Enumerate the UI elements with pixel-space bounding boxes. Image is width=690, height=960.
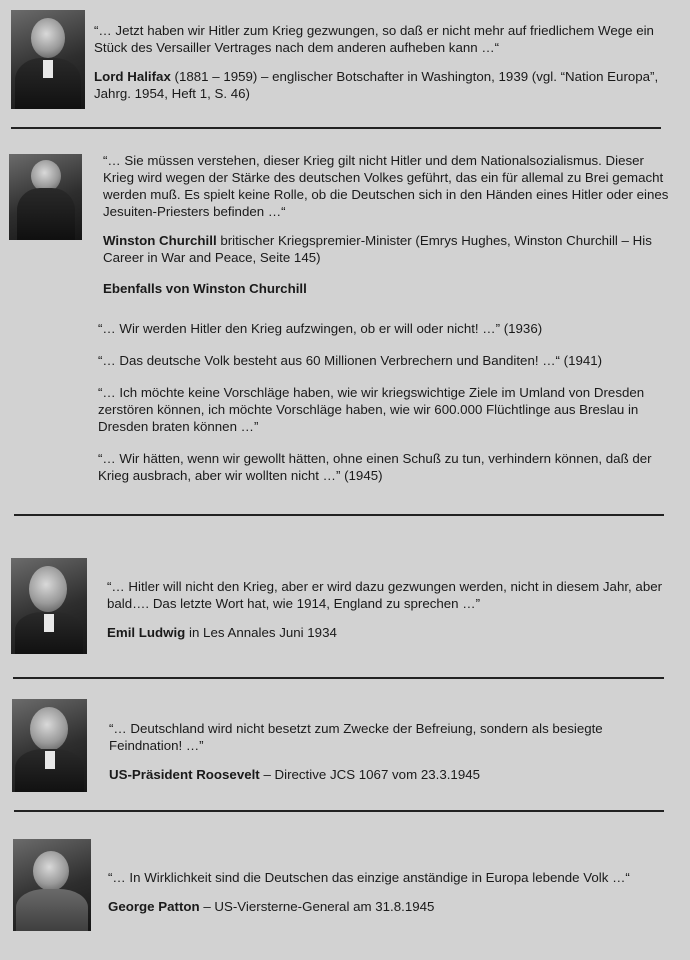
churchill-attribution xyxy=(103,232,673,266)
patton-name: George Patton xyxy=(108,899,200,914)
patton-source: – US-Viersterne-General am 31.8.1945 xyxy=(199,899,435,914)
ludwig-attribution xyxy=(107,624,677,641)
churchill-quote-1936: “… Wir werden Hitler den Krieg aufzwingen, ob er will oder nicht! …” (1936) xyxy=(98,321,543,336)
divider-2 xyxy=(14,514,664,516)
halifax-block xyxy=(94,22,680,102)
ludwig-quote: “… Hitler will nicht den Krieg, aber er wird dazu gezwungen werden, nicht in diesem Jahr, aber bald…. Das letzte Wort hat, wie 1914, England zu sprechen …” xyxy=(107,579,663,611)
ludwig-block xyxy=(107,578,677,641)
roosevelt-source: – Directive JCS 1067 vom 23.3.1945 xyxy=(259,767,481,782)
churchill-source: britischer Kriegspremier-Minister (Emrys Hughes, Winston Churchill – His Career in War and Peace, Seite 145) xyxy=(103,233,652,265)
halifax-quote: “… Jetzt haben wir Hitler zum Krieg gezwungen, so daß er nicht mehr auf friedlichem Wege ein Stück des Versailler Vertrages nach dem anderen aufheben kann …“ xyxy=(94,23,654,55)
churchill-more-quotes xyxy=(98,320,666,484)
churchill-quote-dresden: “… Ich möchte keine Vorschläge haben, wie wir kriegswichtige Ziele im Umland von Dresden zerstören können, ich möchte Vorschläge haben, wie wir 600.000 Flüchtlinge aus Breslau in Dresden braten können …” xyxy=(98,385,645,434)
divider-1 xyxy=(11,127,661,129)
ludwig-name: Emil Ludwig xyxy=(107,625,186,640)
patton-quote: “… In Wirklichkeit sind die Deutschen das einzige anständige in Europa lebende Volk …“ xyxy=(108,870,630,885)
churchill-quote: “… Sie müssen verstehen, dieser Krieg gilt nicht Hitler und dem Nationalsozialismus. Dieser Krieg wird wegen der Stärke des deutschen Volkes geführt, das ein für allemal zu Brei gemacht werden muß. Es spielt keine Rolle, ob die Deutschen sich in den Händen eines Hitler oder eines Jesuiten-Priesters befinden …“ xyxy=(103,153,669,219)
ludwig-source: in Les Annales Juni 1934 xyxy=(185,625,337,640)
halifax-name: Lord Halifax xyxy=(94,69,171,84)
portrait-churchill xyxy=(9,154,82,240)
roosevelt-quote: “… Deutschland wird nicht besetzt zum Zwecke der Befreiung, sondern als besiegte Feindnation! …” xyxy=(109,721,603,753)
churchill-quote-1945: “… Wir hätten, wenn wir gewollt hätten, ohne einen Schuß zu tun, verhindern können, daß der Krieg ausbrach, aber wir wollten nicht …” (1945) xyxy=(98,451,652,483)
churchill-name: Winston Churchill xyxy=(103,233,217,248)
portrait-patton xyxy=(13,839,91,931)
divider-3 xyxy=(13,677,664,679)
divider-4 xyxy=(14,810,664,812)
churchill-also-heading: Ebenfalls von Winston Churchill xyxy=(103,281,307,296)
churchill-quote-1941: “… Das deutsche Volk besteht aus 60 Millionen Verbrechern und Banditen! …“ (1941) xyxy=(98,353,603,368)
roosevelt-attribution xyxy=(109,766,677,783)
churchill-block xyxy=(103,152,673,297)
patton-block xyxy=(108,869,680,915)
portrait-halifax xyxy=(11,10,85,109)
halifax-attribution xyxy=(94,68,680,102)
roosevelt-name: US-Präsident Roosevelt xyxy=(109,767,260,782)
roosevelt-block xyxy=(109,720,677,783)
patton-attribution xyxy=(108,898,680,915)
portrait-roosevelt xyxy=(12,699,87,792)
halifax-source: (1881 – 1959) – englischer Botschafter in Washington, 1939 (vgl. “Nation Europa”, Jahrg. 1954, Heft 1, S. 46) xyxy=(94,69,659,101)
portrait-ludwig xyxy=(11,558,87,654)
